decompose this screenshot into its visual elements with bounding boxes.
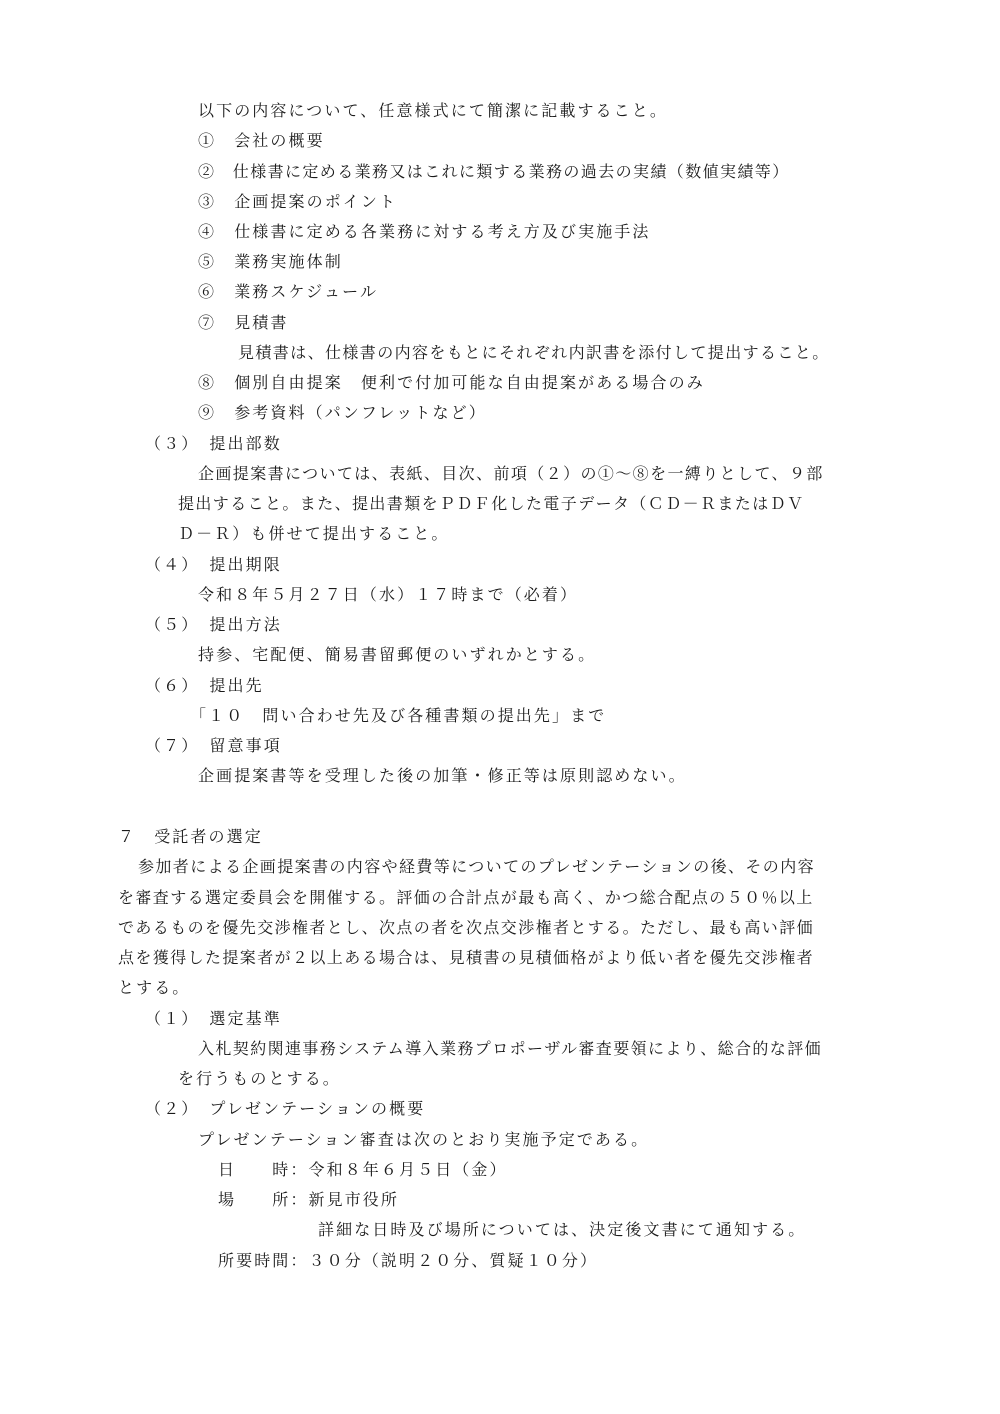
- presentation-duration: 所要時間：３０分（説明２０分、質疑１０分）: [218, 1251, 599, 1270]
- paragraph-line: Ｄ－Ｒ）も併せて提出すること。: [178, 524, 450, 543]
- list-item-9: ⑨ 参考資料（パンフレットなど）: [198, 403, 487, 422]
- section-heading-7: （７） 留意事項: [145, 736, 282, 755]
- section-heading-6: （６） 提出先: [145, 676, 264, 695]
- section-heading-4: （４） 提出期限: [145, 555, 282, 574]
- list-item-1: ① 会社の概要: [198, 131, 325, 150]
- presentation-note: 詳細な日時及び場所については、決定後文書にて通知する。: [318, 1220, 807, 1239]
- paragraph-line: とする。: [118, 978, 191, 997]
- deadline-text: 令和８年５月２７日（水）１７時まで（必着）: [198, 585, 579, 604]
- method-text: 持参、宅配便、簡易書留郵便のいずれかとする。: [198, 645, 597, 664]
- chapter-heading-7: ７ 受託者の選定: [118, 827, 263, 846]
- paragraph-line: 提出すること。また、提出書類をＰＤＦ化した電子データ（ＣＤ－ＲまたはＤＶ: [178, 494, 805, 513]
- list-item-2: ② 仕様書に定める業務又はこれに類する業務の過去の実績（数値実績等）: [198, 162, 790, 181]
- list-item-8: ⑧ 個別自由提案 便利で付加可能な自由提案がある場合のみ: [198, 373, 705, 392]
- paragraph-line: を行うものとする。: [178, 1069, 341, 1088]
- list-item-5: ⑤ 業務実施体制: [198, 252, 343, 271]
- list-item-4: ④ 仕様書に定める各業務に対する考え方及び実施手法: [198, 222, 651, 241]
- paragraph-line: を審査する選定委員会を開催する。評価の合計点が最も高く、かつ総合配点の５０％以上: [118, 888, 814, 907]
- list-item-7-note: 見積書は、仕様書の内容をもとにそれぞれ内訳書を添付して提出すること。: [238, 343, 830, 362]
- paragraph-line: 企画提案書については、表紙、目次、前項（２）の①～⑧を一縛りとして、９部: [198, 464, 824, 483]
- presentation-datetime: 日 時：令和８年６月５日（金）: [218, 1160, 508, 1179]
- presentation-intro: プレゼンテーション審査は次のとおり実施予定である。: [198, 1130, 650, 1149]
- paragraph-line: 点を獲得した提案者が２以上ある場合は、見積書の見積価格がより低い者を優先交渉権者: [118, 948, 815, 967]
- list-item-3: ③ 企画提案のポイント: [198, 192, 398, 211]
- notes-text: 企画提案書等を受理した後の加筆・修正等は原則認めない。: [198, 766, 687, 785]
- list-item-6: ⑥ 業務スケジュール: [198, 282, 379, 301]
- paragraph-line: であるものを優先交渉権者とし、次点の者を次点交渉権者とする。ただし、最も高い評価: [118, 918, 815, 937]
- presentation-place: 場 所：新見市役所: [218, 1190, 400, 1209]
- section-heading-5: （５） 提出方法: [145, 615, 282, 634]
- paragraph-line: 入札契約関連事務システム導入業務プロポーザル審査要領により、総合的な評価: [198, 1039, 823, 1058]
- list-item-7: ⑦ 見積書: [198, 313, 289, 332]
- destination-text: 「１０ 問い合わせ先及び各種書類の提出先」まで: [190, 706, 607, 725]
- instruction-text: 以下の内容について、任意様式にて簡潔に記載すること。: [198, 101, 668, 120]
- section-heading-3: （３） 提出部数: [145, 434, 282, 453]
- paragraph-line: 参加者による企画提案書の内容や経費等についてのプレゼンテーションの後、その内容: [138, 857, 816, 876]
- subsection-heading-1: （１） 選定基準: [145, 1009, 282, 1028]
- subsection-heading-2: （２） プレゼンテーションの概要: [145, 1099, 426, 1118]
